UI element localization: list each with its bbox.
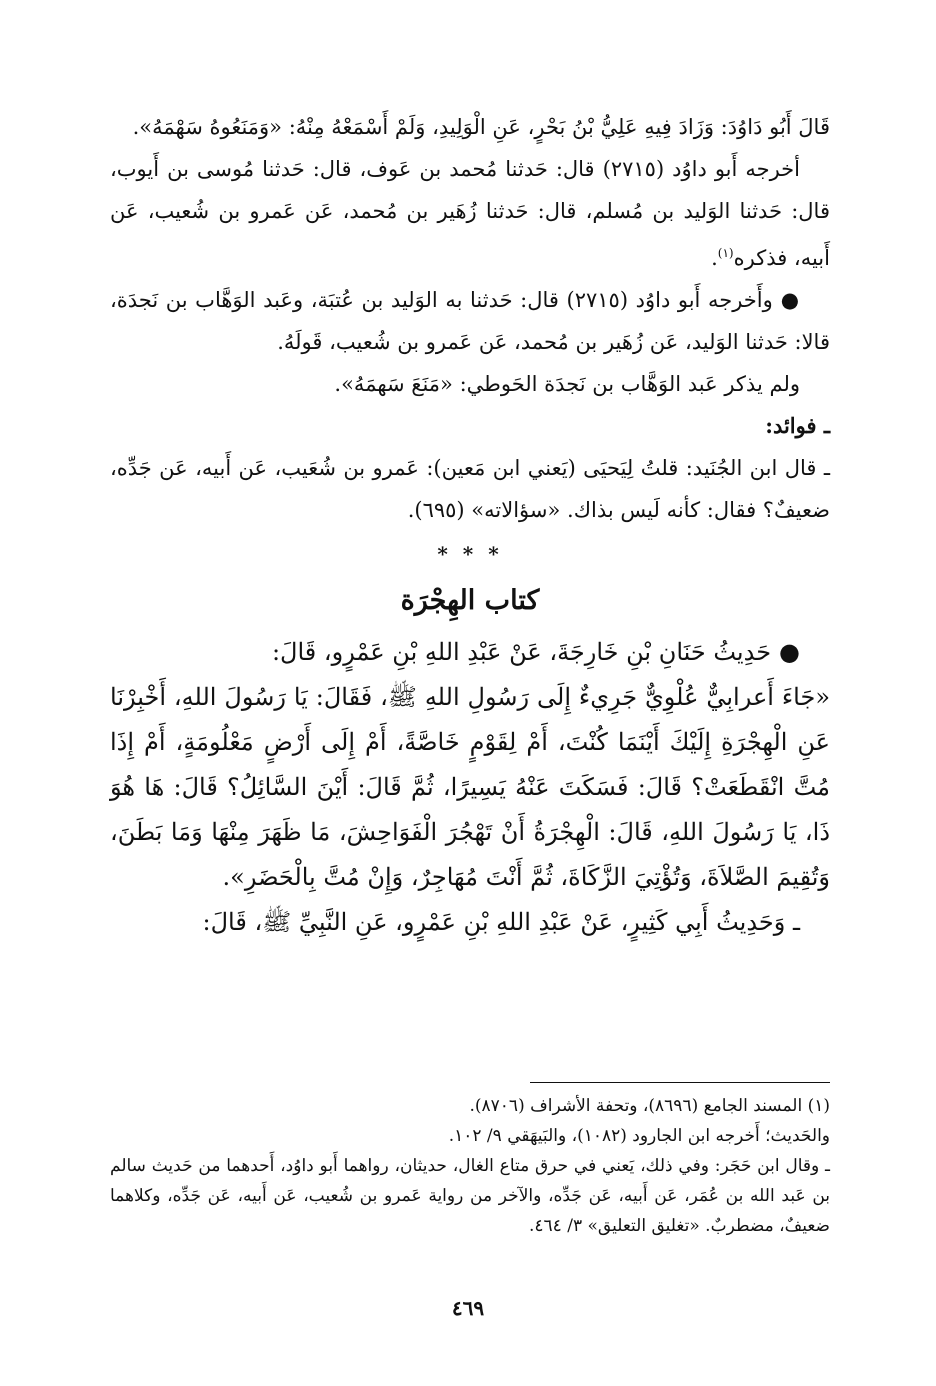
footnote-1: (١) المسند الجامع (٨٦٩٦)، وتحفة الأشراف (٨٧٠٦).: [469, 1096, 830, 1116]
benefits-heading: ـ فوائد:: [765, 413, 830, 438]
hadith-text: «جَاءَ أَعرابِيٌّ عُلْوِيٌّ جَرِيءٌ إِلَى رَسُولِ اللهِ ﷺ، فَقَالَ: يَا رَسُولَ اللهِ، أَخْبِرْنَا عَنِ الْهِجْرَةِ إِلَيْكَ أَيْنَمَا كُنْتَ، أَمْ لِقَوْمٍ خَاصَّةً، أَمْ إِلَى أَرْضٍ مَعْلُومَةٍ، أَمْ إِذَا مُتَّ انْقَطَعَتْ؟ قَالَ: فَسَكَتَ عَنْهُ يَسِيرًا، ثُمَّ قَالَ: أَيْنَ السَّائِلُ؟ قَالَ: هَا هُوَ ذَا، يَا رَسُولَ اللهِ، قَالَ: الْهِجْرَةُ أَنْ تَهْجُرَ الْفَوَاحِشَ، مَا ظَهَرَ مِنْهَا وَمَا بَطَنَ، وَتُقِيمَ الصَّلاَةَ، وَتُؤْتِيَ الزَّكَاةَ، ثُمَّ أَنْتَ مُهَاجِرٌ، وَإِنْ مُتَّ بِالْحَضَرِ».: [110, 683, 830, 891]
page-number: ٤٦٩: [451, 1296, 485, 1320]
paragraph-benefit: ـ قال ابن الجُنَيد: قلتُ لِيَحيَى (يَعني ابن مَعين): عَمرو بن شُعَيب، عَن أَبيه، عَن جَدِّه، ضعيفٌ؟ فقال: كأنه لَيس بذاك. «سؤالاته» (٦٩٥).: [110, 456, 830, 522]
paragraph-takhrij-text: أخرجه أَبو داوُد (٢٧١٥) قال: حَدثنا مُحمد بن عَوف، قال: حَدثنا مُوسى بن أَيوب، قال: حَدثنا الوَليد بن مُسلم، قال: حَدثنا زُهَير بن مُحمد، عَن عَمرو بن شُعيب، عَن أَبيه، فذكره: [110, 157, 830, 270]
section-separator: * * *: [437, 542, 503, 566]
paragraph-note: ولم يذكر عَبد الوَهَّاب بن نَجدَة الحَوطي: «مَنَعَ سَهمَهُ».: [334, 372, 800, 396]
footnote-ibn-hajar: ـ وقال ابن حَجَر: وفي ذلك، يَعني في حرق متاع الغال، حديثان، رواهما أَبو داوُد، أَحدهما من حَديث سالم بن عَبد الله بن عُمَر، عَن أَبيه، عَن جَدِّه، والآخر من رواية عَمرو بن شُعيب، عَن أَبيه، عَن جَدِّه، وكلاهما ضعيفٌ، مضطربٌ. «تغليق التعليق» ٣/ ٤٦٤.: [110, 1156, 830, 1236]
hadith-intro: [110, 629, 830, 675]
bullet-icon: ●: [779, 637, 800, 666]
paragraph-takhrij: أخرجه أَبو داوُد (٢٧١٥) قال: حَدثنا مُحمد بن عَوف، قال: حَدثنا مُوسى بن أَيوب، قال: حَدثنا الوَليد بن مُسلم، قال: حَدثنا زُهَير بن مُحمد، عَن عَمرو بن شُعيب، عَن أَبيه، فذكره$^{(١)}$.: [110, 157, 830, 270]
footnote-divider: [530, 1082, 830, 1083]
paragraph-abu-dawud-addition: قَالَ أَبُو دَاوُدَ: وَزَادَ فِيهِ عَلِيُّ بْنُ بَحْرٍ، عَنِ الْوَلِيدِ، وَلَمْ أَسْمَعْهُ مِنْهُ: «وَمَنَعُوهُ سَهْمَهُ».: [132, 115, 830, 139]
hadith-intro-text: حَدِيثُ حَنَانِ بْنِ خَارِجَةَ، عَنْ عَبْدِ اللهِ بْنِ عَمْرٍو، قَالَ:: [271, 638, 772, 666]
section-title: كتاب الهِجْرَة: [400, 585, 540, 616]
bullet-icon: ●: [780, 287, 800, 312]
footnote-hadith-sources: والحَديث؛ أَخرجه ابن الجارود (١٠٨٢)، والبَيهَقي ٩/ ١٠٢.: [448, 1126, 830, 1146]
paragraph-second-takhrij-text: وأَخرجه أَبو داوُد (٢٧١٥) قال: حَدثنا به الوَليد بن عُتبَة، وعَبد الوَهَّاب بن نَجدَة، قالا: حَدثنا الوَليد، عَن زُهَير بن مُحمد، عَن عَمرو بن شُعيب، قَولَهُ.: [110, 288, 830, 354]
paragraph-second-takhrij: [110, 279, 830, 363]
page-body: [110, 106, 830, 945]
footnote-ref[interactable]: (١): [717, 246, 734, 260]
footnotes: [110, 1082, 830, 1241]
hadith-next-intro: ـ وَحَدِيثُ أَبِي كَثِيرٍ، عَنْ عَبْدِ اللهِ بْنِ عَمْرٍو، عَنِ النَّبِيِّ ﷺ، قَالَ:: [202, 908, 800, 936]
